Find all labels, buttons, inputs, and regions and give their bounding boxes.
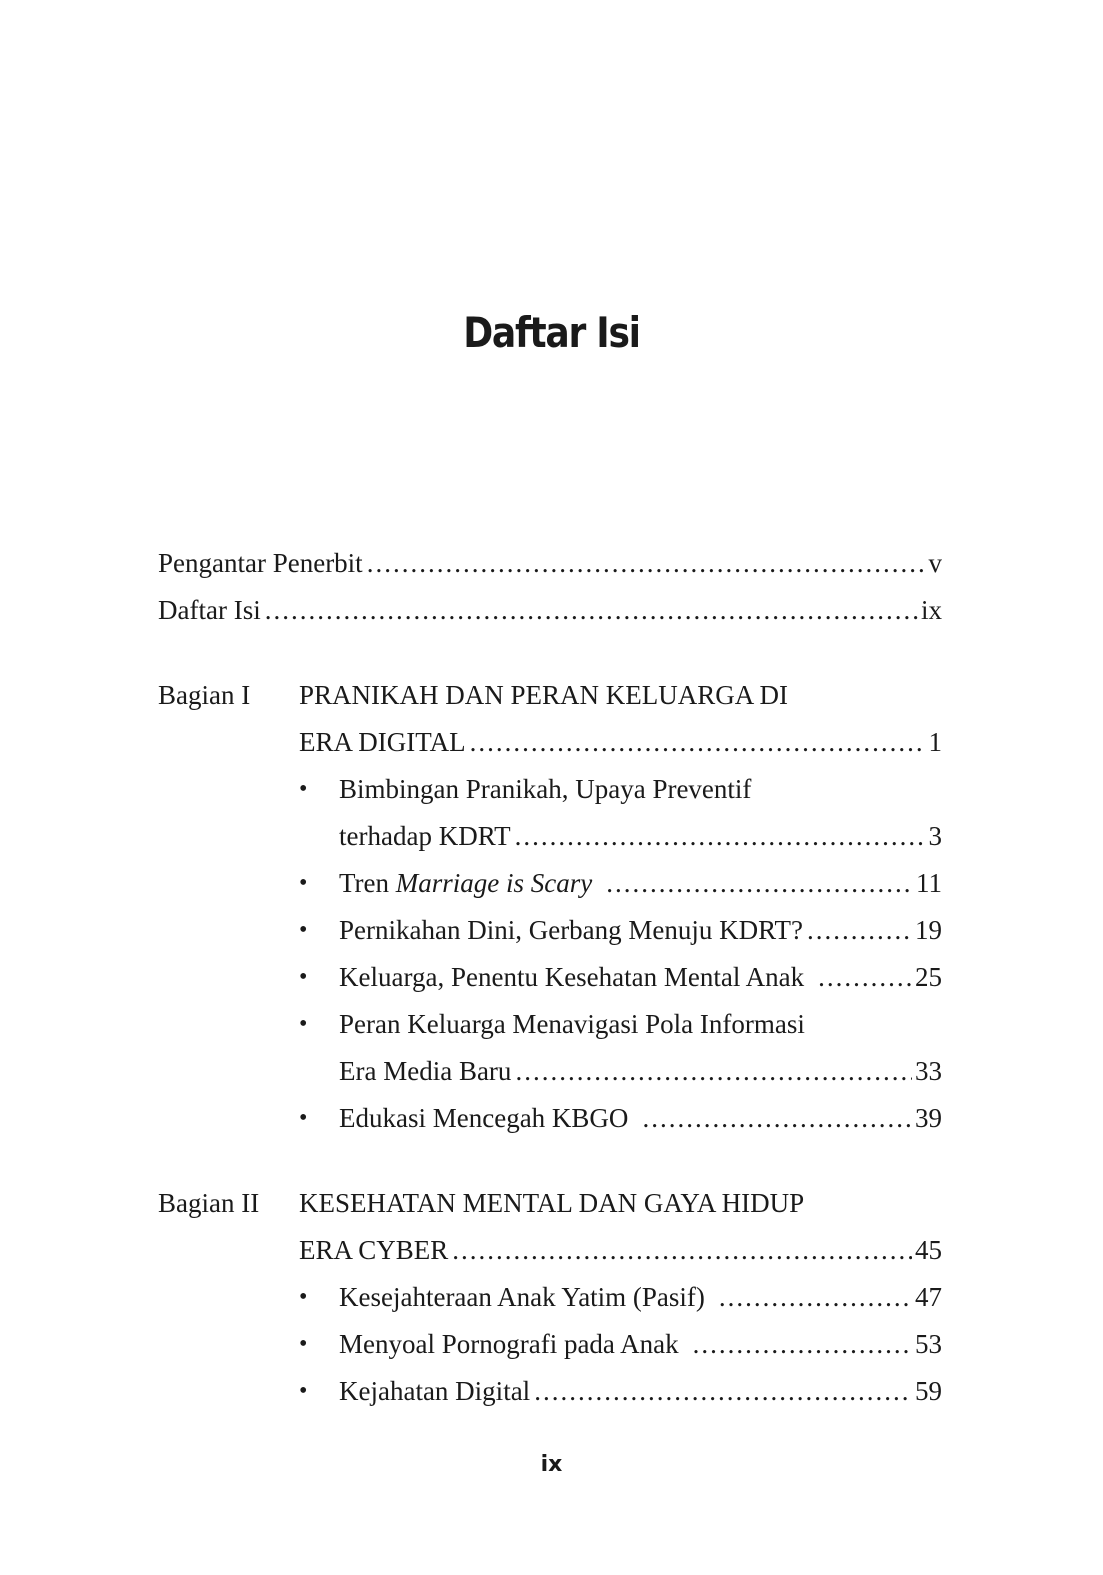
toc-item-label: Peran Keluarga Menavigasi Pola Informasi	[339, 1009, 805, 1039]
toc-entry-page: ix	[920, 595, 942, 625]
toc-item-kejahatan-digital[interactable]	[158, 1368, 942, 1415]
dot-leader	[515, 813, 926, 860]
toc-entry-pengantar-penerbit[interactable]	[158, 540, 942, 587]
toc-entry-page: v	[928, 548, 942, 578]
toc-item-peran-keluarga[interactable]	[158, 1001, 942, 1048]
bullet-icon: •	[299, 1284, 308, 1310]
toc-item-bimbingan-pranikah[interactable]	[158, 766, 942, 813]
toc-item-label: Tren Marriage is Scary	[339, 868, 593, 898]
toc-entry-page: 19	[915, 915, 942, 945]
bullet-icon: •	[299, 870, 308, 896]
bullet-icon: •	[299, 776, 308, 802]
toc-item-label: Keluarga, Penentu Kesehatan Mental Anak	[339, 962, 805, 992]
part-heading-bagian-2[interactable]	[158, 1180, 942, 1227]
bullet-icon: •	[299, 917, 308, 943]
page-number: ix	[540, 1452, 563, 1477]
toc-item-label: Kesejahteraan Anak Yatim (Pasif)	[339, 1282, 705, 1312]
dot-leader	[818, 954, 912, 1001]
toc-entry-page: 33	[915, 1056, 942, 1086]
toc-entry-label: Daftar Isi	[158, 595, 261, 625]
dot-leader	[515, 1048, 912, 1095]
toc-item-label: Kejahatan Digital	[339, 1376, 531, 1406]
dot-leader	[719, 1274, 912, 1321]
toc-item-continuation[interactable]	[158, 813, 942, 860]
dot-leader	[452, 1227, 912, 1274]
toc-item-tren-marriage[interactable]	[158, 860, 942, 907]
table-of-contents	[158, 540, 942, 1415]
toc-item-label: Pernikahan Dini, Gerbang Menuju KDRT?	[339, 915, 804, 945]
toc-entry-page: 45	[915, 1235, 942, 1265]
part-title-line: KESEHATAN MENTAL DAN GAYA HIDUP	[299, 1188, 805, 1218]
toc-entry-page: 53	[915, 1329, 942, 1359]
toc-entry-page: 3	[928, 821, 942, 851]
part-title-continuation[interactable]	[158, 1227, 942, 1274]
toc-item-label: Menyoal Pornografi pada Anak	[339, 1329, 679, 1359]
page-title: Daftar Isi	[463, 308, 640, 357]
bullet-icon: •	[299, 1331, 308, 1357]
part-title-continuation[interactable]	[158, 719, 942, 766]
dot-leader	[534, 1368, 912, 1415]
dot-leader	[606, 860, 913, 907]
part-title-line: ERA DIGITAL	[299, 727, 466, 757]
toc-entry-page: 1	[928, 727, 942, 757]
toc-entry-daftar-isi[interactable]	[158, 587, 942, 634]
dot-leader	[807, 907, 912, 954]
toc-item-label: Era Media Baru	[339, 1056, 512, 1086]
toc-item-label: Bimbingan Pranikah, Upaya Preventif	[339, 774, 752, 804]
italic-phrase: Marriage is Scary	[395, 868, 593, 898]
dot-leader	[367, 540, 926, 587]
dot-leader	[642, 1095, 912, 1142]
toc-item-edukasi-kbgo[interactable]	[158, 1095, 942, 1142]
part-label: Bagian II	[158, 1188, 260, 1218]
toc-item-label: Edukasi Mencegah KBGO	[339, 1103, 629, 1133]
toc-entry-page: 25	[915, 962, 942, 992]
toc-entry-page: 59	[915, 1376, 942, 1406]
toc-entry-page: 11	[916, 868, 942, 898]
dot-leader	[470, 719, 926, 766]
toc-item-pernikahan-dini[interactable]	[158, 907, 942, 954]
toc-item-keluarga-penentu[interactable]	[158, 954, 942, 1001]
bullet-icon: •	[299, 1105, 308, 1131]
dot-leader	[693, 1321, 912, 1368]
toc-item-continuation[interactable]	[158, 1048, 942, 1095]
toc-entry-page: 39	[915, 1103, 942, 1133]
toc-item-kesejahteraan-anak-yatim[interactable]	[158, 1274, 942, 1321]
bullet-icon: •	[299, 1378, 308, 1404]
part-label: Bagian I	[158, 680, 251, 710]
toc-item-menyoal-pornografi[interactable]	[158, 1321, 942, 1368]
part-title-line: ERA CYBER	[299, 1235, 449, 1265]
toc-item-label: terhadap KDRT	[339, 821, 511, 851]
bullet-icon: •	[299, 964, 308, 990]
bullet-icon: •	[299, 1011, 308, 1037]
dot-leader	[265, 587, 918, 634]
toc-entry-page: 47	[915, 1282, 942, 1312]
part-title-line: PRANIKAH DAN PERAN KELUARGA DI	[299, 680, 789, 710]
part-heading-bagian-1[interactable]	[158, 672, 942, 719]
toc-entry-label: Pengantar Penerbit	[158, 548, 363, 578]
